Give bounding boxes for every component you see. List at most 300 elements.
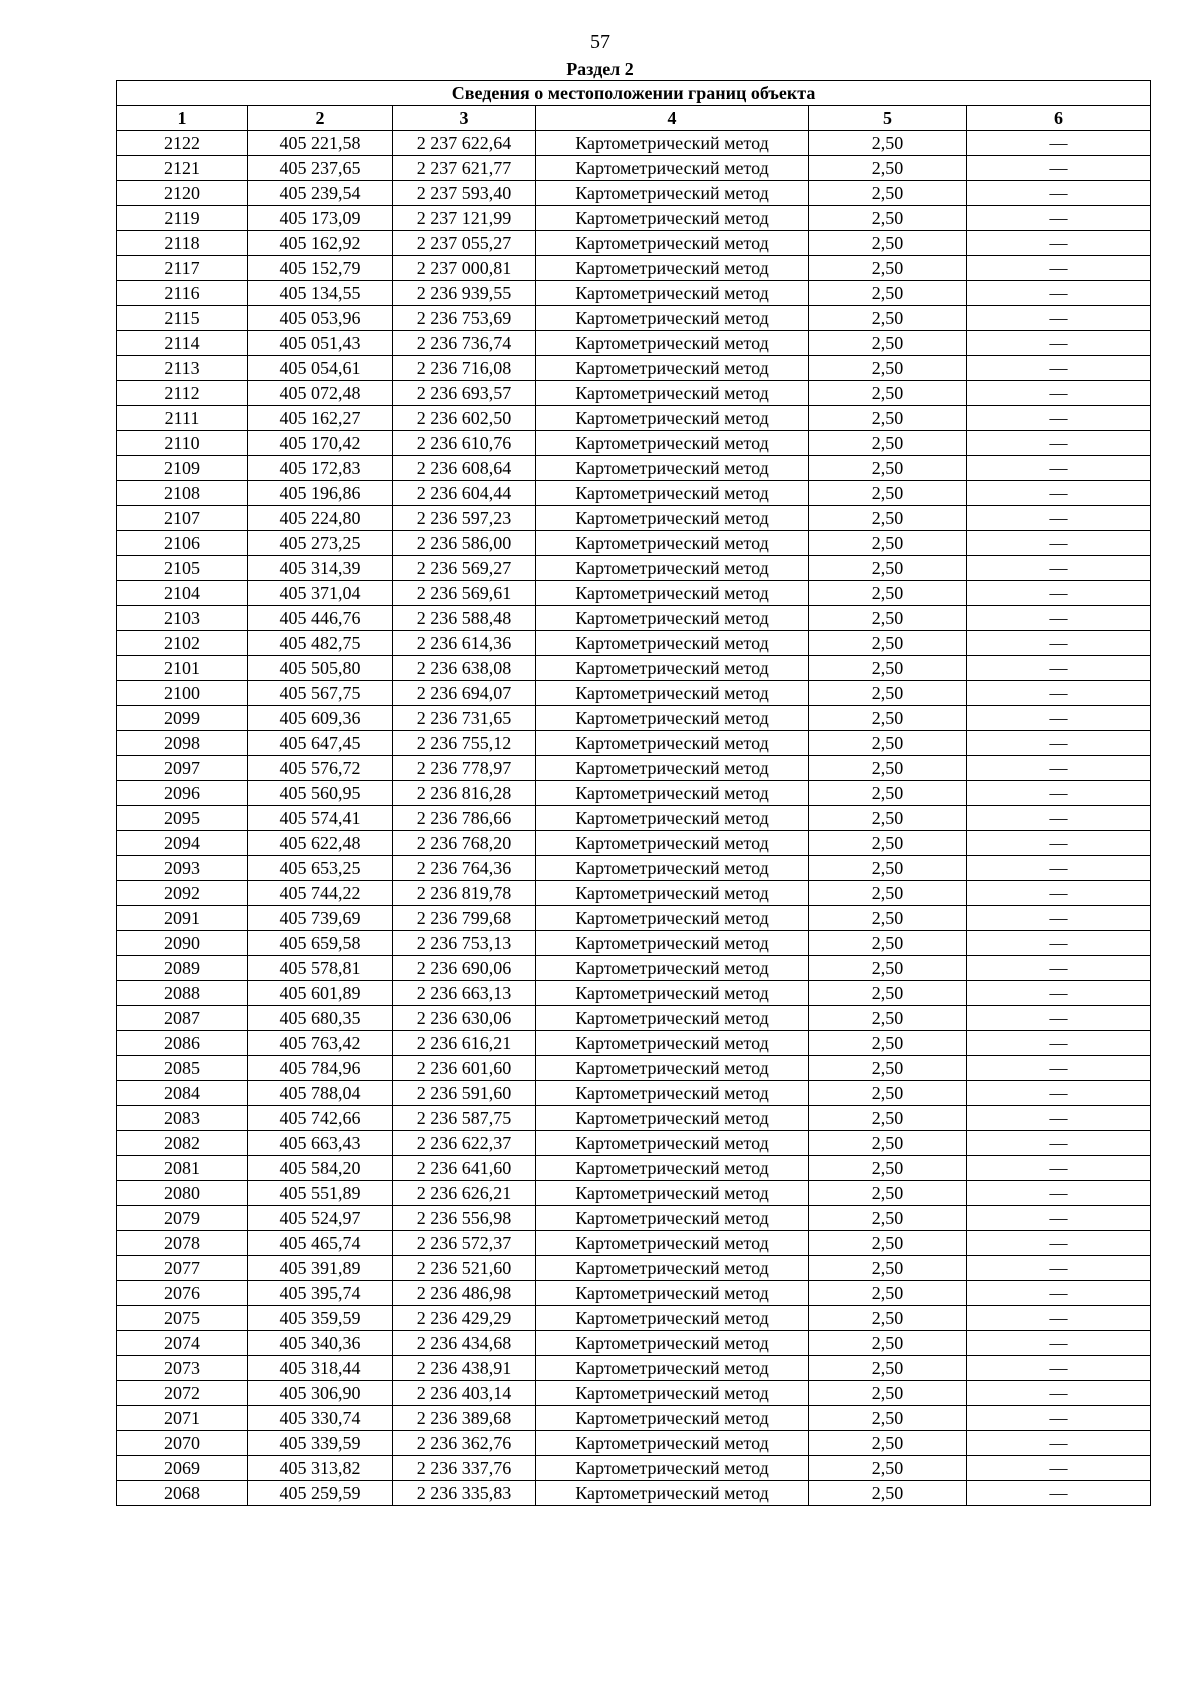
description-cell: — xyxy=(967,931,1151,956)
table-row xyxy=(117,1431,1151,1456)
column-header-row xyxy=(117,106,1151,131)
y-coordinate-cell: 2 236 694,07 xyxy=(393,681,536,706)
x-coordinate-cell: 405 505,80 xyxy=(248,656,393,681)
accuracy-cell: 2,50 xyxy=(809,281,967,306)
accuracy-cell: 2,50 xyxy=(809,531,967,556)
description-cell: — xyxy=(967,231,1151,256)
table-row xyxy=(117,231,1151,256)
table-row xyxy=(117,306,1151,331)
x-coordinate-cell: 405 784,96 xyxy=(248,1056,393,1081)
table-row xyxy=(117,1006,1151,1031)
x-coordinate-cell: 405 196,86 xyxy=(248,481,393,506)
x-coordinate-cell: 405 173,09 xyxy=(248,206,393,231)
x-coordinate-cell: 405 647,45 xyxy=(248,731,393,756)
x-coordinate-cell: 405 680,35 xyxy=(248,1006,393,1031)
point-number-cell: 2111 xyxy=(117,406,248,431)
point-number-cell: 2101 xyxy=(117,656,248,681)
table-row xyxy=(117,1056,1151,1081)
point-number-cell: 2088 xyxy=(117,981,248,1006)
y-coordinate-cell: 2 237 621,77 xyxy=(393,156,536,181)
accuracy-cell: 2,50 xyxy=(809,156,967,181)
description-cell: — xyxy=(967,1231,1151,1256)
method-cell: Картометрический метод xyxy=(536,256,809,281)
table-row xyxy=(117,131,1151,156)
point-number-cell: 2077 xyxy=(117,1256,248,1281)
method-cell: Картометрический метод xyxy=(536,581,809,606)
method-cell: Картометрический метод xyxy=(536,681,809,706)
method-cell: Картометрический метод xyxy=(536,656,809,681)
point-number-cell: 2089 xyxy=(117,956,248,981)
x-coordinate-cell: 405 224,80 xyxy=(248,506,393,531)
method-cell: Картометрический метод xyxy=(536,1356,809,1381)
table-row xyxy=(117,1256,1151,1281)
table-row xyxy=(117,831,1151,856)
point-number-cell: 2085 xyxy=(117,1056,248,1081)
y-coordinate-cell: 2 236 753,69 xyxy=(393,306,536,331)
y-coordinate-cell: 2 236 604,44 xyxy=(393,481,536,506)
point-number-cell: 2113 xyxy=(117,356,248,381)
table-row xyxy=(117,1181,1151,1206)
table-title-row xyxy=(117,81,1151,106)
table-row xyxy=(117,481,1151,506)
x-coordinate-cell: 405 567,75 xyxy=(248,681,393,706)
table-row xyxy=(117,881,1151,906)
accuracy-cell: 2,50 xyxy=(809,131,967,156)
description-cell: — xyxy=(967,706,1151,731)
y-coordinate-cell: 2 236 389,68 xyxy=(393,1406,536,1431)
table-row xyxy=(117,956,1151,981)
point-number-cell: 2108 xyxy=(117,481,248,506)
method-cell: Картометрический метод xyxy=(536,531,809,556)
method-cell: Картометрический метод xyxy=(536,456,809,481)
table-row xyxy=(117,356,1151,381)
accuracy-cell: 2,50 xyxy=(809,806,967,831)
method-cell: Картометрический метод xyxy=(536,706,809,731)
description-cell: — xyxy=(967,756,1151,781)
method-cell: Картометрический метод xyxy=(536,1031,809,1056)
method-cell: Картометрический метод xyxy=(536,231,809,256)
method-cell: Картометрический метод xyxy=(536,1331,809,1356)
method-cell: Картометрический метод xyxy=(536,331,809,356)
method-cell: Картометрический метод xyxy=(536,1431,809,1456)
table-row xyxy=(117,1156,1151,1181)
description-cell: — xyxy=(967,856,1151,881)
method-cell: Картометрический метод xyxy=(536,1131,809,1156)
accuracy-cell: 2,50 xyxy=(809,1256,967,1281)
table-row xyxy=(117,1331,1151,1356)
x-coordinate-cell: 405 578,81 xyxy=(248,956,393,981)
description-cell: — xyxy=(967,1106,1151,1131)
y-coordinate-cell: 2 236 434,68 xyxy=(393,1331,536,1356)
accuracy-cell: 2,50 xyxy=(809,856,967,881)
y-coordinate-cell: 2 236 641,60 xyxy=(393,1156,536,1181)
method-cell: Картометрический метод xyxy=(536,356,809,381)
accuracy-cell: 2,50 xyxy=(809,606,967,631)
table-row xyxy=(117,456,1151,481)
table-row xyxy=(117,756,1151,781)
table-row xyxy=(117,856,1151,881)
y-coordinate-cell: 2 236 591,60 xyxy=(393,1081,536,1106)
description-cell: — xyxy=(967,256,1151,281)
method-cell: Картометрический метод xyxy=(536,606,809,631)
y-coordinate-cell: 2 236 663,13 xyxy=(393,981,536,1006)
method-cell: Картометрический метод xyxy=(536,981,809,1006)
method-cell: Картометрический метод xyxy=(536,1081,809,1106)
y-coordinate-cell: 2 236 764,36 xyxy=(393,856,536,881)
description-cell: — xyxy=(967,431,1151,456)
method-cell: Картометрический метод xyxy=(536,206,809,231)
point-number-cell: 2107 xyxy=(117,506,248,531)
y-coordinate-cell: 2 236 786,66 xyxy=(393,806,536,831)
x-coordinate-cell: 405 482,75 xyxy=(248,631,393,656)
x-coordinate-cell: 405 601,89 xyxy=(248,981,393,1006)
accuracy-cell: 2,50 xyxy=(809,881,967,906)
method-cell: Картометрический метод xyxy=(536,1156,809,1181)
y-coordinate-cell: 2 236 736,74 xyxy=(393,331,536,356)
x-coordinate-cell: 405 314,39 xyxy=(248,556,393,581)
y-coordinate-cell: 2 236 610,76 xyxy=(393,431,536,456)
y-coordinate-cell: 2 236 799,68 xyxy=(393,906,536,931)
table-row xyxy=(117,781,1151,806)
method-cell: Картометрический метод xyxy=(536,731,809,756)
accuracy-cell: 2,50 xyxy=(809,706,967,731)
accuracy-cell: 2,50 xyxy=(809,1356,967,1381)
y-coordinate-cell: 2 236 588,48 xyxy=(393,606,536,631)
description-cell: — xyxy=(967,356,1151,381)
point-number-cell: 2081 xyxy=(117,1156,248,1181)
x-coordinate-cell: 405 162,92 xyxy=(248,231,393,256)
point-number-cell: 2073 xyxy=(117,1356,248,1381)
accuracy-cell: 2,50 xyxy=(809,231,967,256)
table-row xyxy=(117,256,1151,281)
description-cell: — xyxy=(967,1256,1151,1281)
x-coordinate-cell: 405 170,42 xyxy=(248,431,393,456)
accuracy-cell: 2,50 xyxy=(809,906,967,931)
description-cell: — xyxy=(967,1381,1151,1406)
accuracy-cell: 2,50 xyxy=(809,981,967,1006)
x-coordinate-cell: 405 054,61 xyxy=(248,356,393,381)
x-coordinate-cell: 405 239,54 xyxy=(248,181,393,206)
description-cell: — xyxy=(967,1006,1151,1031)
point-number-cell: 2106 xyxy=(117,531,248,556)
x-coordinate-cell: 405 259,59 xyxy=(248,1481,393,1506)
column-header-4: 4 xyxy=(536,106,809,131)
point-number-cell: 2100 xyxy=(117,681,248,706)
point-number-cell: 2109 xyxy=(117,456,248,481)
x-coordinate-cell: 405 306,90 xyxy=(248,1381,393,1406)
accuracy-cell: 2,50 xyxy=(809,306,967,331)
accuracy-cell: 2,50 xyxy=(809,1056,967,1081)
y-coordinate-cell: 2 236 630,06 xyxy=(393,1006,536,1031)
accuracy-cell: 2,50 xyxy=(809,656,967,681)
point-number-cell: 2080 xyxy=(117,1181,248,1206)
table-row xyxy=(117,581,1151,606)
description-cell: — xyxy=(967,656,1151,681)
description-cell: — xyxy=(967,456,1151,481)
method-cell: Картометрический метод xyxy=(536,806,809,831)
table-row xyxy=(117,706,1151,731)
x-coordinate-cell: 405 152,79 xyxy=(248,256,393,281)
y-coordinate-cell: 2 236 638,08 xyxy=(393,656,536,681)
table-row xyxy=(117,731,1151,756)
point-number-cell: 2072 xyxy=(117,1381,248,1406)
accuracy-cell: 2,50 xyxy=(809,381,967,406)
description-cell: — xyxy=(967,406,1151,431)
description-cell: — xyxy=(967,1131,1151,1156)
point-number-cell: 2112 xyxy=(117,381,248,406)
table-row xyxy=(117,631,1151,656)
method-cell: Картометрический метод xyxy=(536,306,809,331)
method-cell: Картометрический метод xyxy=(536,481,809,506)
point-number-cell: 2079 xyxy=(117,1206,248,1231)
y-coordinate-cell: 2 236 403,14 xyxy=(393,1381,536,1406)
y-coordinate-cell: 2 236 622,37 xyxy=(393,1131,536,1156)
method-cell: Картометрический метод xyxy=(536,1006,809,1031)
point-number-cell: 2070 xyxy=(117,1431,248,1456)
accuracy-cell: 2,50 xyxy=(809,731,967,756)
table-row xyxy=(117,431,1151,456)
accuracy-cell: 2,50 xyxy=(809,681,967,706)
method-cell: Картометрический метод xyxy=(536,381,809,406)
y-coordinate-cell: 2 236 768,20 xyxy=(393,831,536,856)
point-number-cell: 2095 xyxy=(117,806,248,831)
table-row xyxy=(117,531,1151,556)
description-cell: — xyxy=(967,181,1151,206)
method-cell: Картометрический метод xyxy=(536,1231,809,1256)
description-cell: — xyxy=(967,306,1151,331)
description-cell: — xyxy=(967,956,1151,981)
x-coordinate-cell: 405 172,83 xyxy=(248,456,393,481)
method-cell: Картометрический метод xyxy=(536,1256,809,1281)
x-coordinate-cell: 405 744,22 xyxy=(248,881,393,906)
column-header-5: 5 xyxy=(809,106,967,131)
method-cell: Картометрический метод xyxy=(536,931,809,956)
accuracy-cell: 2,50 xyxy=(809,1381,967,1406)
x-coordinate-cell: 405 313,82 xyxy=(248,1456,393,1481)
y-coordinate-cell: 2 236 614,36 xyxy=(393,631,536,656)
description-cell: — xyxy=(967,1206,1151,1231)
description-cell: — xyxy=(967,981,1151,1006)
method-cell: Картометрический метод xyxy=(536,1306,809,1331)
table-row xyxy=(117,1406,1151,1431)
method-cell: Картометрический метод xyxy=(536,1281,809,1306)
table-row xyxy=(117,931,1151,956)
description-cell: — xyxy=(967,281,1151,306)
method-cell: Картометрический метод xyxy=(536,1406,809,1431)
y-coordinate-cell: 2 236 586,00 xyxy=(393,531,536,556)
point-number-cell: 2075 xyxy=(117,1306,248,1331)
y-coordinate-cell: 2 236 819,78 xyxy=(393,881,536,906)
x-coordinate-cell: 405 221,58 xyxy=(248,131,393,156)
point-number-cell: 2118 xyxy=(117,231,248,256)
point-number-cell: 2084 xyxy=(117,1081,248,1106)
x-coordinate-cell: 405 318,44 xyxy=(248,1356,393,1381)
table-row xyxy=(117,1306,1151,1331)
table-row xyxy=(117,206,1151,231)
point-number-cell: 2105 xyxy=(117,556,248,581)
point-number-cell: 2076 xyxy=(117,1281,248,1306)
x-coordinate-cell: 405 659,58 xyxy=(248,931,393,956)
method-cell: Картометрический метод xyxy=(536,506,809,531)
description-cell: — xyxy=(967,381,1151,406)
y-coordinate-cell: 2 236 521,60 xyxy=(393,1256,536,1281)
x-coordinate-cell: 405 237,65 xyxy=(248,156,393,181)
description-cell: — xyxy=(967,1031,1151,1056)
description-cell: — xyxy=(967,781,1151,806)
point-number-cell: 2078 xyxy=(117,1231,248,1256)
description-cell: — xyxy=(967,1406,1151,1431)
x-coordinate-cell: 405 395,74 xyxy=(248,1281,393,1306)
description-cell: — xyxy=(967,506,1151,531)
accuracy-cell: 2,50 xyxy=(809,431,967,456)
y-coordinate-cell: 2 236 939,55 xyxy=(393,281,536,306)
y-coordinate-cell: 2 236 690,06 xyxy=(393,956,536,981)
point-number-cell: 2094 xyxy=(117,831,248,856)
y-coordinate-cell: 2 236 731,65 xyxy=(393,706,536,731)
method-cell: Картометрический метод xyxy=(536,781,809,806)
description-cell: — xyxy=(967,1081,1151,1106)
x-coordinate-cell: 405 609,36 xyxy=(248,706,393,731)
y-coordinate-cell: 2 236 608,64 xyxy=(393,456,536,481)
accuracy-cell: 2,50 xyxy=(809,456,967,481)
y-coordinate-cell: 2 236 616,21 xyxy=(393,1031,536,1056)
point-number-cell: 2104 xyxy=(117,581,248,606)
table-row xyxy=(117,1281,1151,1306)
point-number-cell: 2074 xyxy=(117,1331,248,1356)
point-number-cell: 2083 xyxy=(117,1106,248,1131)
accuracy-cell: 2,50 xyxy=(809,506,967,531)
accuracy-cell: 2,50 xyxy=(809,756,967,781)
table-row xyxy=(117,156,1151,181)
y-coordinate-cell: 2 236 626,21 xyxy=(393,1181,536,1206)
table-title: Сведения о местоположении границ объекта xyxy=(117,81,1151,106)
description-cell: — xyxy=(967,906,1151,931)
table-row xyxy=(117,1031,1151,1056)
accuracy-cell: 2,50 xyxy=(809,1031,967,1056)
y-coordinate-cell: 2 236 486,98 xyxy=(393,1281,536,1306)
y-coordinate-cell: 2 236 572,37 xyxy=(393,1231,536,1256)
x-coordinate-cell: 405 663,43 xyxy=(248,1131,393,1156)
description-cell: — xyxy=(967,831,1151,856)
accuracy-cell: 2,50 xyxy=(809,781,967,806)
accuracy-cell: 2,50 xyxy=(809,1106,967,1131)
x-coordinate-cell: 405 072,48 xyxy=(248,381,393,406)
x-coordinate-cell: 405 273,25 xyxy=(248,531,393,556)
method-cell: Картометрический метод xyxy=(536,906,809,931)
method-cell: Картометрический метод xyxy=(536,1206,809,1231)
point-number-cell: 2121 xyxy=(117,156,248,181)
y-coordinate-cell: 2 236 816,28 xyxy=(393,781,536,806)
x-coordinate-cell: 405 339,59 xyxy=(248,1431,393,1456)
accuracy-cell: 2,50 xyxy=(809,831,967,856)
y-coordinate-cell: 2 236 362,76 xyxy=(393,1431,536,1456)
point-number-cell: 2119 xyxy=(117,206,248,231)
x-coordinate-cell: 405 162,27 xyxy=(248,406,393,431)
x-coordinate-cell: 405 524,97 xyxy=(248,1206,393,1231)
description-cell: — xyxy=(967,206,1151,231)
y-coordinate-cell: 2 236 429,29 xyxy=(393,1306,536,1331)
y-coordinate-cell: 2 236 755,12 xyxy=(393,731,536,756)
y-coordinate-cell: 2 236 337,76 xyxy=(393,1456,536,1481)
table-row xyxy=(117,906,1151,931)
description-cell: — xyxy=(967,1306,1151,1331)
description-cell: — xyxy=(967,1056,1151,1081)
y-coordinate-cell: 2 237 000,81 xyxy=(393,256,536,281)
accuracy-cell: 2,50 xyxy=(809,256,967,281)
point-number-cell: 2092 xyxy=(117,881,248,906)
point-number-cell: 2099 xyxy=(117,706,248,731)
y-coordinate-cell: 2 236 693,57 xyxy=(393,381,536,406)
x-coordinate-cell: 405 584,20 xyxy=(248,1156,393,1181)
method-cell: Картометрический метод xyxy=(536,556,809,581)
y-coordinate-cell: 2 236 569,61 xyxy=(393,581,536,606)
point-number-cell: 2091 xyxy=(117,906,248,931)
accuracy-cell: 2,50 xyxy=(809,1231,967,1256)
accuracy-cell: 2,50 xyxy=(809,181,967,206)
accuracy-cell: 2,50 xyxy=(809,331,967,356)
y-coordinate-cell: 2 236 556,98 xyxy=(393,1206,536,1231)
description-cell: — xyxy=(967,1156,1151,1181)
description-cell: — xyxy=(967,806,1151,831)
point-number-cell: 2093 xyxy=(117,856,248,881)
table-row xyxy=(117,506,1151,531)
point-number-cell: 2115 xyxy=(117,306,248,331)
description-cell: — xyxy=(967,531,1151,556)
description-cell: — xyxy=(967,1481,1151,1506)
method-cell: Картометрический метод xyxy=(536,1381,809,1406)
point-number-cell: 2071 xyxy=(117,1406,248,1431)
x-coordinate-cell: 405 560,95 xyxy=(248,781,393,806)
accuracy-cell: 2,50 xyxy=(809,206,967,231)
method-cell: Картометрический метод xyxy=(536,1056,809,1081)
point-number-cell: 2087 xyxy=(117,1006,248,1031)
x-coordinate-cell: 405 788,04 xyxy=(248,1081,393,1106)
method-cell: Картометрический метод xyxy=(536,131,809,156)
accuracy-cell: 2,50 xyxy=(809,1131,967,1156)
accuracy-cell: 2,50 xyxy=(809,1306,967,1331)
accuracy-cell: 2,50 xyxy=(809,481,967,506)
point-number-cell: 2090 xyxy=(117,931,248,956)
point-number-cell: 2120 xyxy=(117,181,248,206)
x-coordinate-cell: 405 051,43 xyxy=(248,331,393,356)
description-cell: — xyxy=(967,731,1151,756)
table-row xyxy=(117,181,1151,206)
y-coordinate-cell: 2 236 753,13 xyxy=(393,931,536,956)
description-cell: — xyxy=(967,1431,1151,1456)
point-number-cell: 2103 xyxy=(117,606,248,631)
column-header-2: 2 xyxy=(248,106,393,131)
accuracy-cell: 2,50 xyxy=(809,1181,967,1206)
method-cell: Картометрический метод xyxy=(536,431,809,456)
description-cell: — xyxy=(967,881,1151,906)
description-cell: — xyxy=(967,581,1151,606)
description-cell: — xyxy=(967,1356,1151,1381)
table-row xyxy=(117,681,1151,706)
table-row xyxy=(117,331,1151,356)
description-cell: — xyxy=(967,631,1151,656)
column-header-1: 1 xyxy=(117,106,248,131)
point-number-cell: 2086 xyxy=(117,1031,248,1056)
x-coordinate-cell: 405 653,25 xyxy=(248,856,393,881)
accuracy-cell: 2,50 xyxy=(809,931,967,956)
page-number: 57 xyxy=(590,31,610,53)
y-coordinate-cell: 2 236 569,27 xyxy=(393,556,536,581)
accuracy-cell: 2,50 xyxy=(809,1281,967,1306)
table-row xyxy=(117,981,1151,1006)
accuracy-cell: 2,50 xyxy=(809,406,967,431)
accuracy-cell: 2,50 xyxy=(809,356,967,381)
table-row xyxy=(117,1456,1151,1481)
